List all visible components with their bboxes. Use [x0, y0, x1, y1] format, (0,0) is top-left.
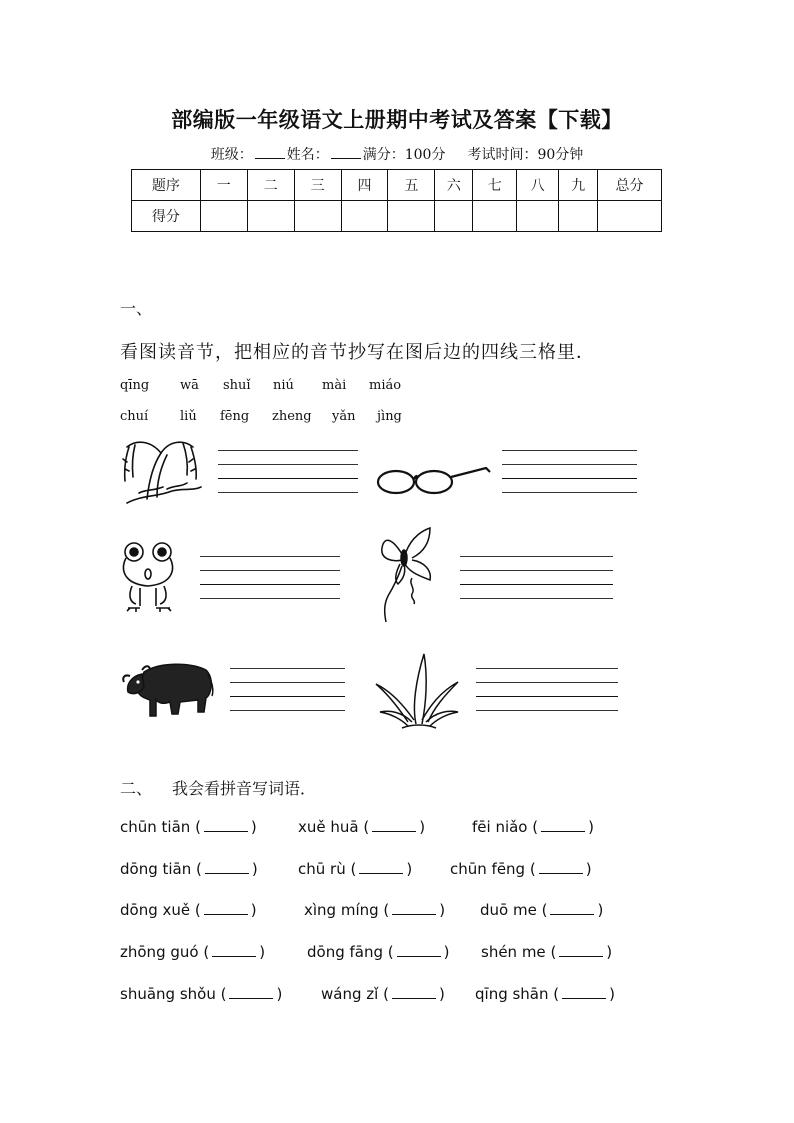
- score-cell[interactable]: [247, 201, 294, 232]
- frog-icon: [118, 540, 184, 614]
- answer-blank[interactable]: [205, 860, 249, 874]
- four-line-grid[interactable]: [230, 668, 345, 712]
- score-cell[interactable]: [341, 201, 388, 232]
- page-title: 部编版一年级语文上册期中考试及答案【下载】: [171, 107, 623, 132]
- pinyin-syllable: miáo: [369, 378, 402, 393]
- score-cell[interactable]: [200, 201, 247, 232]
- eyeglasses-icon: [374, 462, 492, 496]
- score-cell[interactable]: [294, 201, 341, 232]
- pinyin-syllable: jìng: [377, 409, 402, 424]
- pinyin-word-item: shuāng shǒu ( ): [120, 985, 283, 1003]
- table-cell: 七: [473, 170, 517, 201]
- pinyin-syllable: liǔ: [180, 409, 197, 424]
- answer-blank[interactable]: [212, 943, 256, 957]
- answer-blank[interactable]: [539, 860, 583, 874]
- table-cell: 八: [517, 170, 559, 201]
- full-score: 满分：100分: [362, 147, 446, 163]
- table-cell: 九: [559, 170, 598, 201]
- answer-blank[interactable]: [359, 860, 403, 874]
- pinyin-word-item: xuě huā ( ): [298, 818, 426, 836]
- pinyin-word-item: shén me ( ): [481, 943, 613, 961]
- exam-info: [0, 144, 794, 164]
- score-cell[interactable]: [559, 201, 598, 232]
- score-cell[interactable]: [435, 201, 473, 232]
- answer-blank[interactable]: [562, 985, 606, 999]
- answer-blank[interactable]: [550, 901, 594, 915]
- pinyin-word: shuāng shǒu: [120, 985, 216, 1003]
- score-table: [131, 169, 662, 232]
- score-cell[interactable]: [388, 201, 435, 232]
- table-cell: 得分: [132, 201, 201, 232]
- pinyin-word-item: qīng shān ( ): [475, 985, 615, 1003]
- section-1-instruction: 看图读音节，把相应的音节抄写在图后边的四线三格里．: [120, 342, 595, 363]
- score-header-row: [132, 170, 662, 201]
- pinyin-word: wáng zǐ: [321, 985, 379, 1003]
- pinyin-syllable: fēng: [220, 409, 250, 424]
- section-1-number: 一、: [120, 299, 153, 318]
- score-cell[interactable]: [473, 201, 517, 232]
- answer-blank[interactable]: [372, 818, 416, 832]
- pinyin-word: chūn fēng: [450, 860, 526, 878]
- pinyin-word: xìng míng: [304, 901, 379, 919]
- pinyin-syllable: zheng: [272, 409, 312, 424]
- table-cell: 五: [388, 170, 435, 201]
- four-line-grid[interactable]: [218, 450, 358, 494]
- wheat-seedling-icon: [372, 650, 464, 732]
- pinyin-word: zhōng guó: [120, 943, 199, 961]
- pinyin-word-item: chū rù ( ): [298, 860, 413, 878]
- table-cell: 一: [200, 170, 247, 201]
- answer-blank[interactable]: [397, 943, 441, 957]
- name-blank[interactable]: [331, 146, 361, 159]
- pinyin-syllable: qīng: [120, 378, 150, 393]
- pinyin-word: dōng tiān: [120, 860, 192, 878]
- pinyin-word-item: zhōng guó ( ): [120, 943, 266, 961]
- pinyin-word: dōng fāng: [307, 943, 383, 961]
- pinyin-word-item: chūn tiān ( ): [120, 818, 257, 836]
- pinyin-word: xuě huā: [298, 818, 359, 836]
- answer-blank[interactable]: [541, 818, 585, 832]
- pinyin-word: shén me: [481, 943, 546, 961]
- willow-tree-icon: [117, 433, 203, 509]
- pinyin-syllable: niú: [273, 378, 294, 393]
- four-line-grid[interactable]: [200, 556, 340, 600]
- answer-blank[interactable]: [204, 818, 248, 832]
- pinyin-word: fēi niǎo: [472, 818, 528, 836]
- score-cell[interactable]: [517, 201, 559, 232]
- pinyin-word-item: dōng fāng ( ): [307, 943, 450, 961]
- pinyin-word-item: dōng xuě ( ): [120, 901, 257, 919]
- answer-blank[interactable]: [229, 985, 273, 999]
- table-cell: 六: [435, 170, 473, 201]
- pinyin-word: duō me: [480, 901, 537, 919]
- pinyin-syllable: yǎn: [332, 409, 356, 424]
- table-cell: 总分: [598, 170, 662, 201]
- section-2-heading: [120, 776, 316, 799]
- score-value-row: [132, 201, 662, 232]
- pinyin-syllable: shuǐ: [223, 378, 251, 393]
- table-cell: 二: [247, 170, 294, 201]
- pinyin-word-item: dōng tiān ( ): [120, 860, 258, 878]
- table-cell: 题序: [132, 170, 201, 201]
- answer-blank[interactable]: [392, 901, 436, 915]
- pinyin-syllable: wā: [180, 378, 199, 393]
- four-line-grid[interactable]: [476, 668, 618, 712]
- pinyin-word: chū rù: [298, 860, 346, 878]
- pinyin-word-item: fēi niǎo ( ): [472, 818, 594, 836]
- four-line-grid[interactable]: [460, 556, 613, 600]
- score-cell[interactable]: [598, 201, 662, 232]
- table-cell: 四: [341, 170, 388, 201]
- answer-blank[interactable]: [204, 901, 248, 915]
- pinyin-word: chūn tiān: [120, 818, 191, 836]
- pinyin-syllable: chuí: [120, 409, 149, 424]
- name-label: 姓名：: [286, 147, 329, 163]
- answer-blank[interactable]: [559, 943, 603, 957]
- pinyin-word-item: xìng míng ( ): [304, 901, 446, 919]
- pinyin-syllable: mài: [322, 378, 347, 393]
- water-buffalo-icon: [120, 656, 216, 722]
- kite-icon: [372, 526, 442, 628]
- pinyin-word: dōng xuě: [120, 901, 191, 919]
- table-cell: 三: [294, 170, 341, 201]
- four-line-grid[interactable]: [502, 450, 637, 494]
- pinyin-word-item: chūn fēng ( ): [450, 860, 592, 878]
- section-2-number: 二、: [120, 779, 153, 798]
- pinyin-word-item: duō me ( ): [480, 901, 604, 919]
- pinyin-word: qīng shān: [475, 985, 549, 1003]
- class-label: 班级：: [210, 147, 253, 163]
- exam-time: 考试时间：90分钟: [467, 147, 584, 163]
- section-2-instruction: 我会看拼音写词语．: [172, 779, 317, 798]
- answer-blank[interactable]: [392, 985, 436, 999]
- pinyin-word-item: wáng zǐ ( ): [321, 985, 445, 1003]
- class-blank[interactable]: [255, 146, 285, 159]
